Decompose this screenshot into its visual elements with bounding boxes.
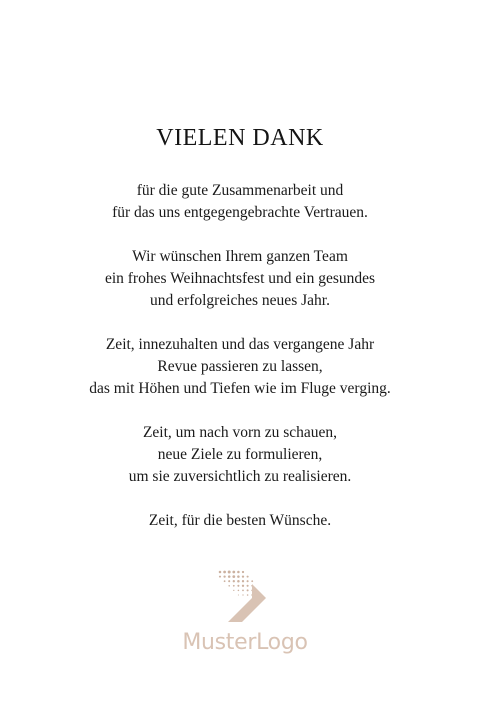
logo-dot bbox=[242, 585, 244, 587]
logo-dot bbox=[233, 585, 235, 587]
logo-dot bbox=[238, 590, 240, 592]
logo-dot bbox=[247, 576, 249, 578]
logo-dot bbox=[228, 571, 231, 574]
logo-dot bbox=[223, 571, 226, 574]
logo-dot bbox=[219, 571, 222, 574]
company-logo bbox=[180, 568, 310, 664]
logo-dot bbox=[251, 580, 253, 582]
text-line: Wir wünschen Ihrem ganzen Team bbox=[132, 248, 348, 265]
logo-dot bbox=[237, 585, 239, 587]
text-line: um sie zuversichtlich zu realisieren. bbox=[128, 468, 352, 485]
logo-dot bbox=[242, 580, 244, 582]
card-message bbox=[20, 180, 460, 554]
text-line: ein frohes Weihnachtsfest und ein gesundes bbox=[104, 270, 376, 287]
paragraph-outlook bbox=[20, 422, 460, 488]
logo-dot bbox=[242, 575, 244, 577]
paragraph-wishes bbox=[20, 246, 460, 312]
paragraph-thanks bbox=[20, 180, 460, 224]
logo-dot bbox=[224, 580, 226, 582]
logo-dot bbox=[237, 580, 240, 583]
logo-dot bbox=[237, 571, 240, 574]
logo-dot bbox=[233, 590, 234, 591]
text-line: Revue passieren zu lassen, bbox=[157, 358, 323, 375]
text-line: neue Ziele zu formulieren, bbox=[157, 446, 323, 463]
dotted-chevron-logo-icon bbox=[216, 568, 276, 628]
logo-dot bbox=[223, 575, 225, 577]
text-line: Zeit, um nach vorn zu schauen, bbox=[142, 424, 338, 441]
text-line: für die gute Zusammenarbeit und bbox=[136, 182, 344, 199]
logo-dot bbox=[242, 594, 243, 595]
logo-wordmark: MusterLogo bbox=[182, 630, 308, 655]
logo-dot bbox=[228, 580, 230, 582]
logo-dot bbox=[232, 575, 235, 578]
text-line: für das uns entgegengebrachte Vertrauen. bbox=[112, 204, 368, 221]
logo-dot bbox=[247, 594, 249, 596]
logo-dot bbox=[238, 594, 239, 595]
logo-dot bbox=[242, 571, 244, 573]
logo-dot bbox=[232, 571, 235, 574]
text-line: Zeit, innezuhalten und das vergangene Jahr bbox=[105, 336, 375, 353]
logo-dot bbox=[247, 585, 249, 587]
logo-dot bbox=[247, 580, 249, 582]
logo-dot bbox=[219, 576, 221, 578]
text-line: das mit Höhen und Tiefen wie im Fluge verging. bbox=[89, 380, 391, 397]
logo-dot bbox=[247, 589, 249, 591]
logo-dot bbox=[228, 575, 231, 578]
text-line: und erfolgreiches neues Jahr. bbox=[150, 292, 330, 309]
paragraph-closing bbox=[20, 510, 460, 532]
logo-dot bbox=[233, 580, 235, 582]
text-line: Zeit, für die besten Wünsche. bbox=[148, 512, 332, 529]
logo-dot bbox=[228, 585, 230, 587]
logo-dot bbox=[237, 575, 240, 578]
card-title: VIELEN DANK bbox=[156, 125, 324, 151]
paragraph-reflection bbox=[20, 334, 460, 400]
logo-dot bbox=[242, 590, 244, 592]
